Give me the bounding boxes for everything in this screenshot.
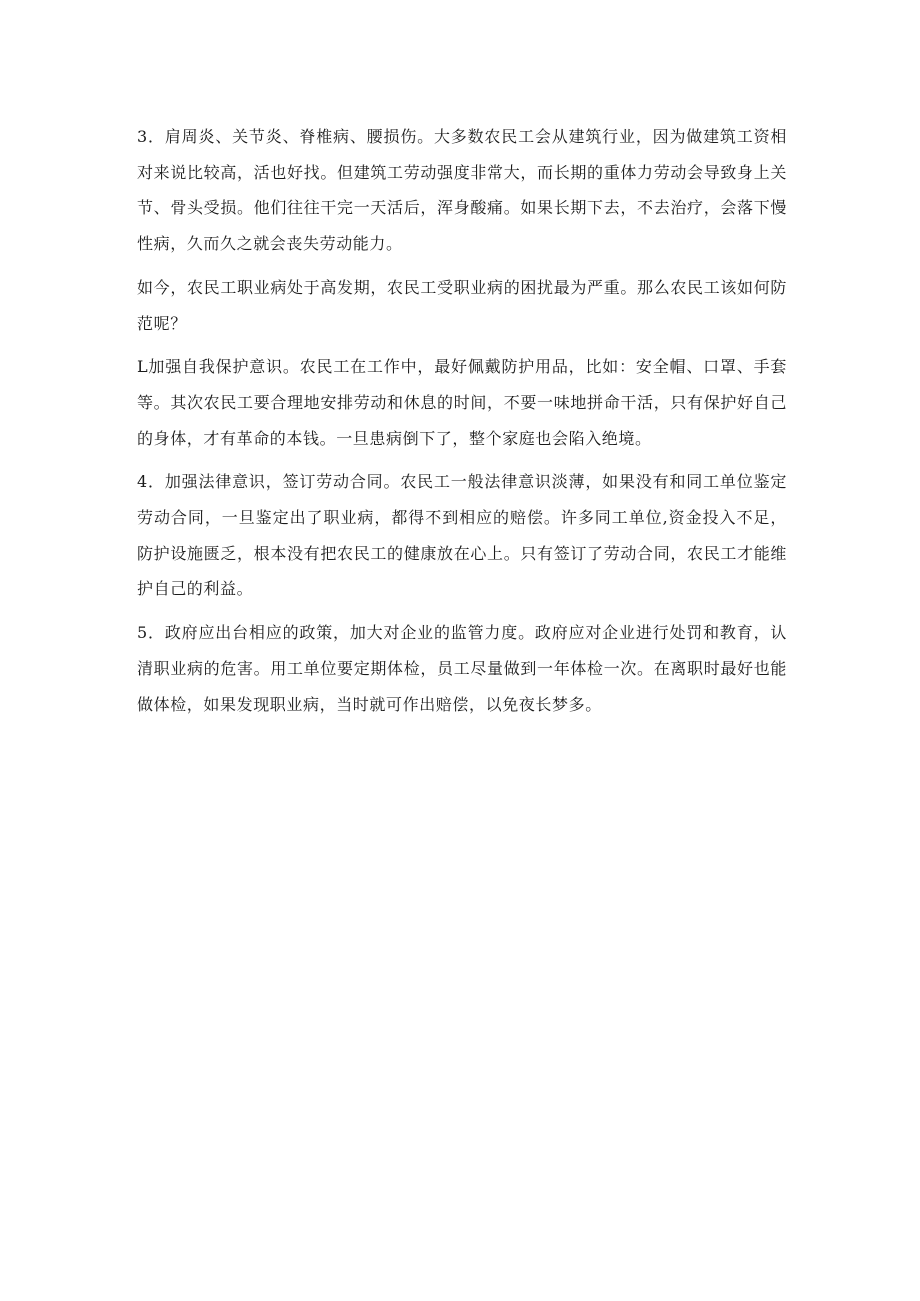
paragraph-item-4-legal-awareness: 4．加强法律意识，签订劳动合同。农民工一般法律意识淡薄，如果没有和同工单位鉴定劳动合同，一旦鉴定出了职业病，都得不到相应的赔偿。许多同工单位,资金投入不足，防护设施匮乏，根本没有把农民工的健康放在心上。只有签订了劳动合同，农民工才能维护自己的利益。 [137, 472, 787, 599]
document-body [137, 119, 787, 730]
paragraph-item-3-shoulder-joint-injury: 3．肩周炎、关节炎、脊椎病、腰损伤。大多数农民工会从建筑行业，因为做建筑工资相对来说比较高，活也好找。但建筑工劳动强度非常大，而长期的重体力劳动会导致身上关节、骨头受损。他们往往干完一天活后，浑身酸痛。如果长期下去，不去治疗，会落下慢性病，久而久之就会丧失劳动能力。 [137, 127, 787, 254]
paragraph-item-1-self-protection: L加强自我保护意识。农民工在工作中，最好佩戴防护用品，比如：安全帽、口罩、手套等。其次农民工要合理地安排劳动和休息的时间，不要一味地拼命干活，只有保护好自己的身体，才有革命的本钱。一旦患病倒下了，整个家庭也会陷入绝境。 [137, 357, 787, 448]
paragraph-item-5-government-policy: 5．政府应出台相应的政策，加大对企业的监管力度。政府应对企业进行处罚和教育，认清职业病的危害。用工单位要定期体检，员工尽量做到一年体检一次。在离职时最好也能做体检，如果发现职业病，当时就可作出赔偿，以免夜长梦多。 [137, 623, 787, 714]
paragraph-prevention-intro: 如今，农民工职业病处于高发期，农民工受职业病的困扰最为严重。那么农民工该如何防范呢？ [137, 277, 787, 333]
